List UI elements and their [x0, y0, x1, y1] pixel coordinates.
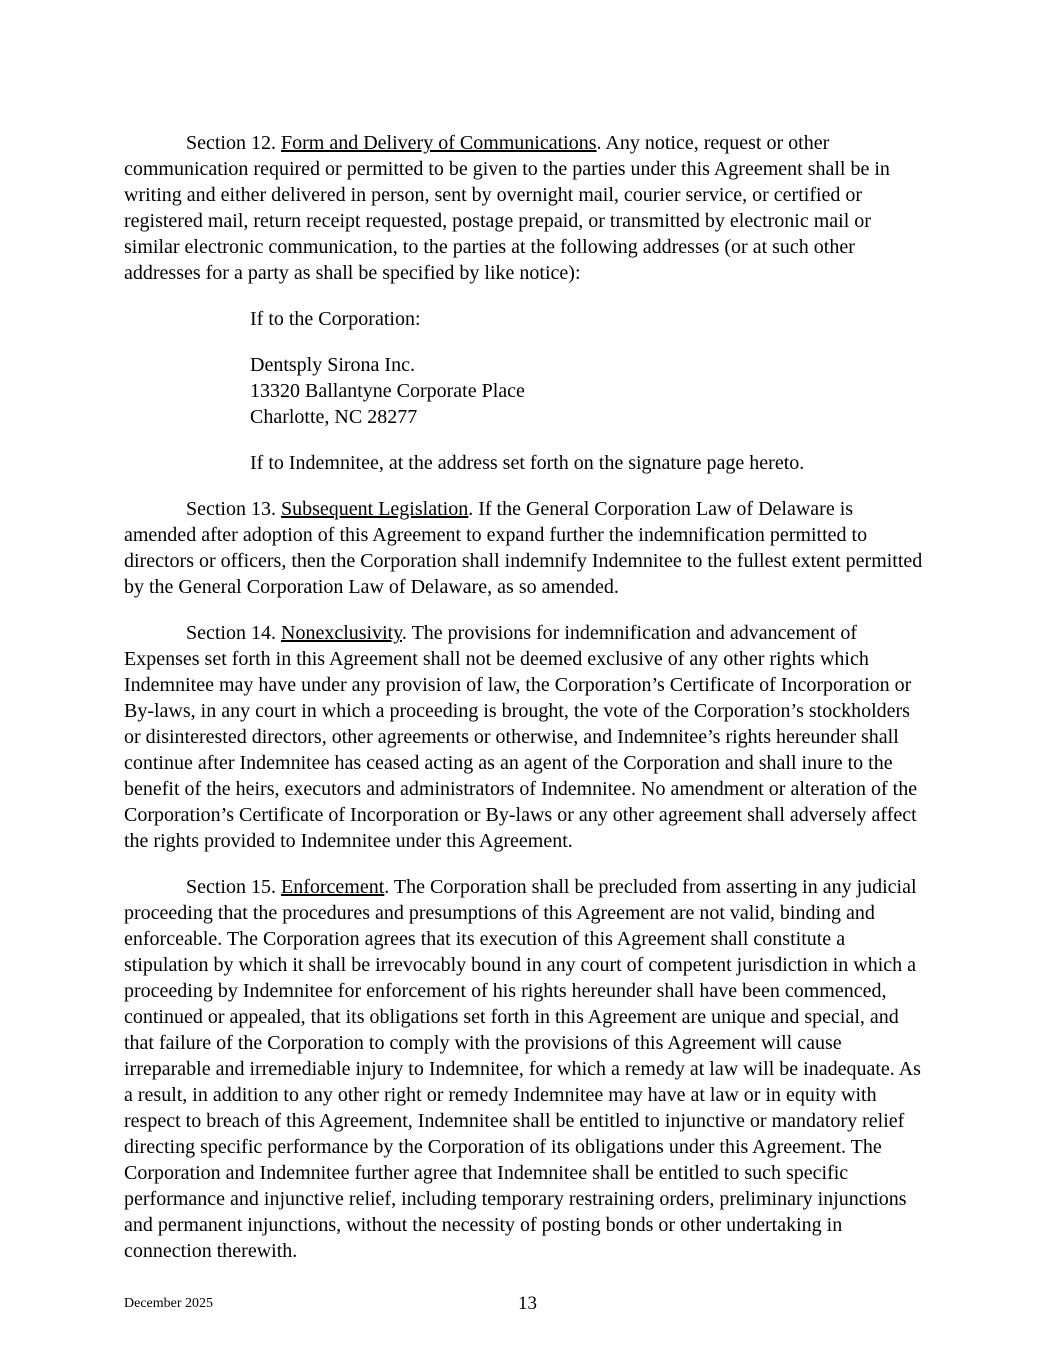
- section-14-separator: .: [401, 622, 412, 644]
- paragraph-section-12: [124, 130, 929, 286]
- page-footer: [0, 1292, 1055, 1322]
- section-15-separator: .: [384, 876, 394, 898]
- section-15-body: The Corporation shall be precluded from asserting in any judicial proceeding that the procedures and presumptions of this Agreement are not valid, binding and enforceable. The Corporation agrees that its execution of this Agreement shall constitute a stipulation by which it shall be irrevocably bound in any court of competent jurisdiction in which a proceeding by Indemnitee for enforcement of his rights hereunder shall have been commenced, continued or appealed, that its obligations set forth in this Agreement are unique and special, and that failure of the Corporation to comply with the provisions of this Agreement will cause irreparable and irremediable injury to Indemnitee, for which a remedy at law will be inadequate. As a result, in addition to any other right or remedy Indemnitee may have at law or in equity with respect to breach of this Agreement, Indemnitee shall be entitled to injunctive or mandatory relief directing specific performance by the Corporation of its obligations under this Agreement. The Corporation and Indemnitee further agree that Indemnitee shall be entitled to such specific performance and injunctive relief, including temporary restraining orders, preliminary injunctions and permanent injunctions, without the necessity of posting bonds or other undertaking in connection therewith.: [124, 876, 921, 1262]
- section-13-title: Subsequent Legislation: [281, 498, 469, 520]
- notice-corporation-intro: If to the Corporation:: [250, 308, 421, 330]
- section-13-label: Section 13.: [186, 498, 281, 520]
- section-14-title: Nonexclusivity: [281, 622, 402, 644]
- footer-page-number: 13: [518, 1293, 537, 1314]
- notice-indemnitee-line: If to Indemnitee, at the address set forth on the signature page hereto.: [250, 452, 805, 474]
- paragraph-section-15: [124, 874, 929, 1264]
- corporation-address-block: [124, 352, 929, 430]
- address-line-company: Dentsply Sirona Inc.: [250, 354, 415, 376]
- section-15-label: Section 15.: [186, 876, 281, 898]
- section-12-separator: .: [596, 132, 606, 154]
- section-12-body: Any notice, request or other communication required or permitted to be given to the parties under this Agreement shall be in writing and either delivered in person, sent by overnight mail, courier service, or certified or registered mail, return receipt requested, postage prepaid, or transmitted by electronic mail or similar electronic communication, to the parties at the following addresses (or at such other addresses for a party as shall be specified by like notice):: [124, 132, 890, 284]
- paragraph-section-14: [124, 620, 929, 854]
- section-15-title: Enforcement: [281, 876, 385, 898]
- footer-date: December 2025: [124, 1296, 214, 1311]
- section-14-body: The provisions for indemnification and advancement of Expenses set forth in this Agreement shall not be deemed exclusive of any other rights which Indemnitee may have under any provision of law, the Corporation’s Certificate of Incorporation or By-laws, in any court in which a proceeding is brought, the vote of the Corporation’s stockholders or disinterested directors, other agreements or otherwise, and Indemnitee’s rights hereunder shall continue after Indemnitee has ceased acting as an agent of the Corporation and shall inure to the benefit of the heirs, executors and administrators of Indemnitee. No amendment or alteration of the Corporation’s Certificate of Incorporation or By-laws or any other agreement shall adversely affect the rights provided to Indemnitee under this Agreement.: [124, 622, 918, 852]
- section-13-separator: .: [468, 498, 479, 520]
- section-14-label: Section 14.: [186, 622, 281, 644]
- address-line-street: 13320 Ballantyne Corporate Place: [250, 380, 525, 402]
- paragraph-section-13: [124, 496, 929, 600]
- section-13-body: If the General Corporation Law of Delaware is amended after adoption of this Agreement to expand further the indemnification permitted to directors or officers, then the Corporation shall indemnify Indemnitee to the fullest extent permitted by the General Corporation Law of Delaware, as so amended.: [124, 498, 923, 598]
- address-line-city: Charlotte, NC 28277: [250, 406, 418, 428]
- section-12-title: Form and Delivery of Communications: [281, 132, 597, 154]
- section-12-label: Section 12.: [186, 132, 281, 154]
